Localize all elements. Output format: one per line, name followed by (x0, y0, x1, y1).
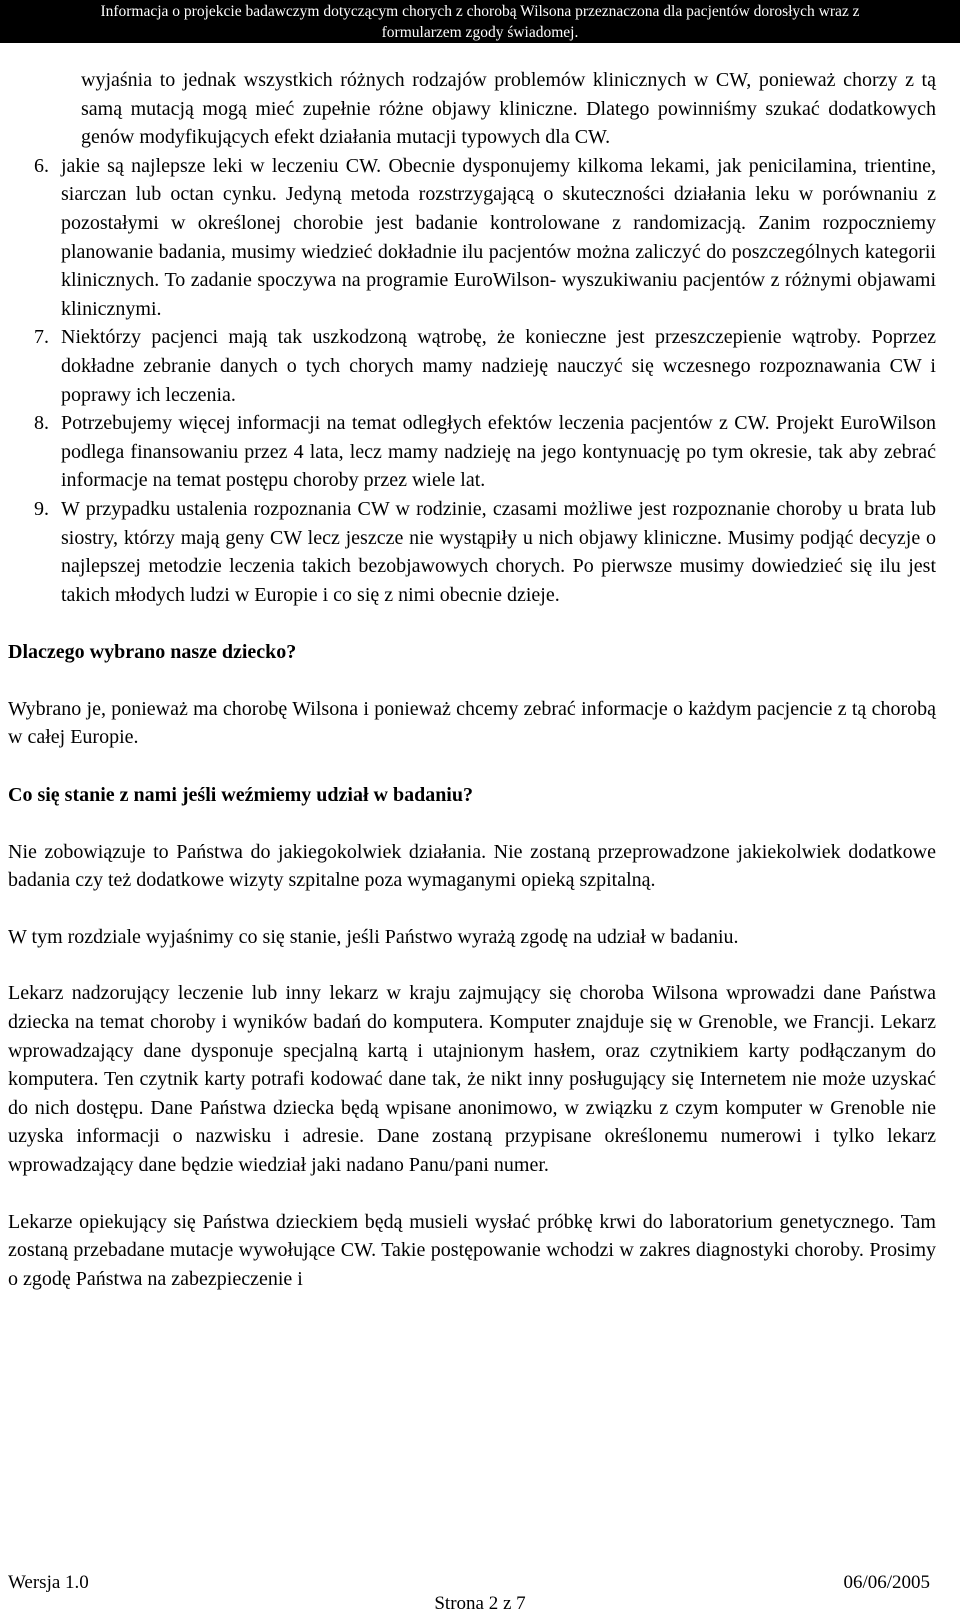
paragraph: Nie zobowiązuje to Państwa do jakiegokolwiek działania. Nie zostaną przeprowadzone jakiekolwiek dodatkowe badania czy też dodatkowe wizyty szpitalne poza wymaganymi opieką szpitalną. (8, 840, 936, 892)
list-item-text: Potrzebujemy więcej informacji na temat odległych efektów leczenia pacjentów z CW. Projekt EuroWilson podlega finansowaniu przez 4 lata, lecz mamy nadzieję na jego kontynuację po tym okresie, tak aby zebrać informacje na temat postępu choroby przez wiele lat. (61, 412, 936, 492)
list-item-text: Niektórzy pacjenci mają tak uszkodzoną wątrobę, że konieczne jest przeszczepienie wątroby. Poprzez dokładne zebranie danych o tych chorych mamy nadzieję nauczyć się wczesnego rozpoznawania CW i poprawy ich leczenia. (61, 326, 936, 406)
list-item-8 (8, 409, 936, 495)
list-item-text: W przypadku ustalenia rozpoznania CW w rodzinie, czasami możliwe jest rozpoznanie choroby u brata lub siostry, którzy mają geny CW lecz jeszcze nie wystąpiły u nich objawy kliniczne. Musimy podjąć decyzje o najlepszej metodzie leczenia takich bezobjawowych chorych. Po pierwsze musimy dowiedzieć się ilu jest takich młodych ludzi w Europie i co się z nimi obecnie dzieje. (61, 497, 936, 606)
list-number: 9. (34, 497, 49, 520)
header-line-2: formularzem zgody świadomej. (381, 24, 579, 41)
list-item-5-continuation: wyjaśnia to jednak wszystkich różnych rodzajów problemów klinicznych w CW, ponieważ chorzy z tą samą mutacją mogą mieć zupełnie różne objawy kliniczne. Dlatego powinniśmy szukać dodatkowych genów modyfikujących efekt działania mutacji typowych dla CW. (81, 69, 936, 149)
footer-date: 06/06/2005 (843, 1572, 930, 1593)
section-heading-what-happens: Co się stanie z nami jeśli weźmiemy udział w badaniu? (8, 784, 473, 807)
paragraph: Wybrano je, ponieważ ma chorobę Wilsona i ponieważ chcemy zebrać informacje o każdym pacjencie z tą chorobą w całej Europie. (8, 697, 936, 749)
footer-version: Wersja 1.0 (8, 1572, 89, 1593)
section-heading-why-chosen: Dlaczego wybrano nasze dziecko? (8, 641, 297, 664)
header-line-1: Informacja o projekcie badawczym dotyczącym chorych z chorobą Wilsona przeznaczona dla pacjentów dorosłych wraz z (100, 3, 860, 20)
list-number: 8. (34, 412, 49, 435)
list-item-6 (8, 152, 936, 324)
numbered-list (8, 66, 936, 609)
list-number: 6. (34, 154, 49, 177)
list-number: 7. (34, 326, 49, 349)
list-item-7 (8, 323, 936, 409)
footer-page-number: Strona 2 z 7 (434, 1593, 526, 1614)
paragraph: Lekarz nadzorujący leczenie lub inny lekarz w kraju zajmujący się choroba Wilsona wprowadzi dane Państwa dziecka na temat choroby i wyników badań do komputera. Komputer znajduje się w Grenoble, we Francji. Lekarz wprowadzający dane dysponuje specjalną kartą i utajnionym hasłem, oraz czytnikiem karty podłączanym do komputera. Ten czytnik karty potrafi kodować dane tak, że nikt inny posługujący się Internetem nie może uzyskać do nich dostępu. Dane Państwa dziecka będą wpisane anonimowo, w związku z czym komputer w Grenoble nie uzyska informacji o nazwisku i adresie. Dane zostaną przypisane określonemu numerowi i tylko lekarz wprowadzający dane będzie wiedział jaki nadano Panu/pani numer. (8, 982, 936, 1176)
paragraph: Lekarze opiekujący się Państwa dzieckiem będą musieli wysłać próbkę krwi do laboratorium genetycznego. Tam zostaną przebadane mutacje wywołujące CW. Takie postępowanie wchodzi w zakres diagnostyki choroby. Prosimy o zgodę Państwa na zabezpieczenie i (8, 1210, 936, 1290)
paragraph: W tym rozdziale wyjaśnimy co się stanie, jeśli Państwo wyrażą zgodę na udział w badaniu. (8, 925, 739, 948)
list-item-9 (8, 495, 936, 609)
running-header (0, 0, 960, 43)
list-item-text: jakie są najlepsze leki w leczeniu CW. Obecnie dysponujemy kilkoma lekami, jak penicilamina, trientine, siarczan lub octan cynku. Jedyną metoda rozstrzygającą o skuteczności działania leku w porównaniu z pozostałymi w określonej chorobie jest badanie kontrolowane z randomizacją. Zanim rozpoczniemy planowanie badania, musimy wiedzieć dokładnie ilu pacjentów można zaliczyć do poszczególnych kategorii klinicznych. To zadanie spoczywa na programie EuroWilson- wyszukiwaniu pacjentów z różnymi objawami klinicznymi. (61, 154, 936, 320)
document-body (8, 66, 936, 1293)
